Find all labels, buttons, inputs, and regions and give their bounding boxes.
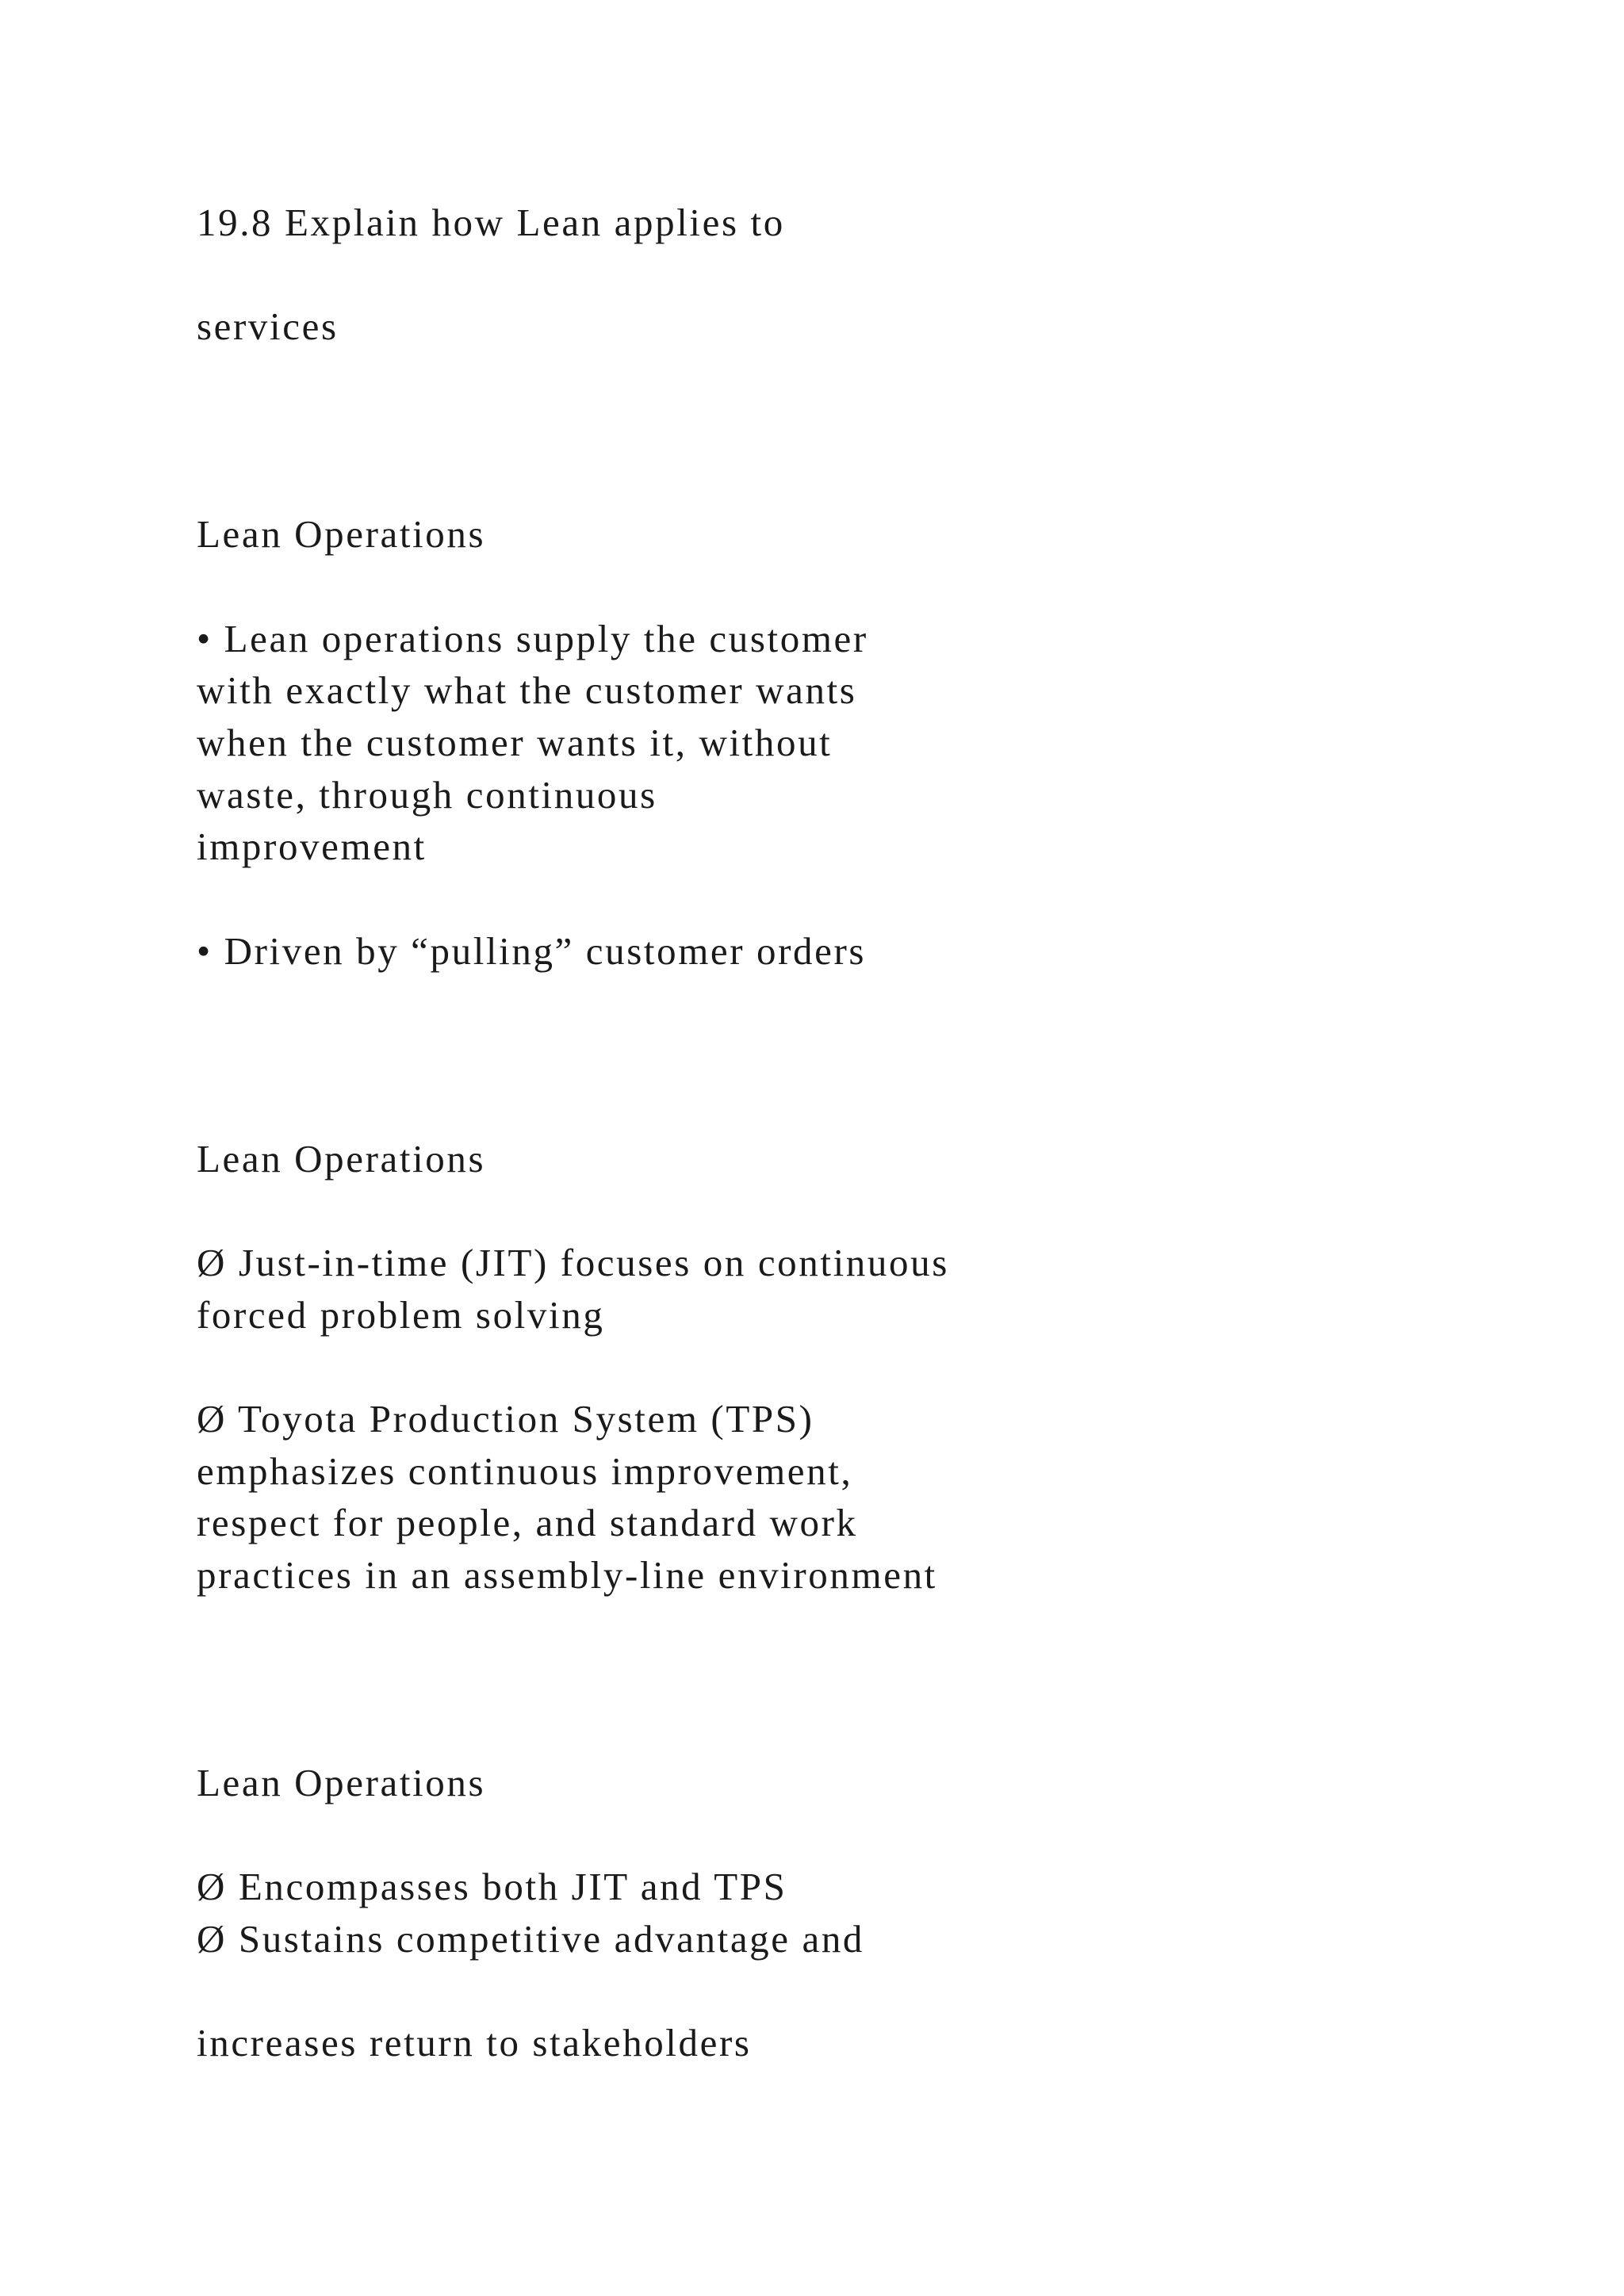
section-1-bullet-1-line-5: improvement — [197, 825, 427, 868]
section-1-bullet-1-line-1: • Lean operations supply the customer — [197, 617, 868, 660]
section-2-bullet-1-line-1: Ø Just-in-time (JIT) focuses on continuous — [197, 1241, 949, 1284]
section-3-bullet-1-line-1: Ø Encompasses both JIT and TPS — [197, 1865, 787, 1908]
section-1-bullet-1-line-3: when the customer wants it, without — [197, 721, 833, 764]
section-2-bullet-1-line-2: forced problem solving — [197, 1293, 605, 1337]
section-1-bullet-1-line-2: with exactly what the customer wants — [197, 668, 857, 712]
section-3-bullet-1-line-2: Ø Sustains competitive advantage and — [197, 1917, 865, 1961]
heading-line-2: services — [197, 304, 339, 348]
section-2-bullet-2-line-2: emphasizes continuous improvement, — [197, 1449, 853, 1493]
section-2-title: Lean Operations — [197, 1137, 486, 1181]
section-1-title: Lean Operations — [197, 512, 486, 556]
section-3-title: Lean Operations — [197, 1761, 486, 1804]
section-2-bullet-2-line-1: Ø Toyota Production System (TPS) — [197, 1397, 814, 1441]
heading-line-1: 19.8 Explain how Lean applies to — [197, 201, 785, 244]
section-2-bullet-2-line-4: practices in an assembly-line environment — [197, 1553, 937, 1597]
section-1-bullet-2-line-1: • Driven by “pulling” customer orders — [197, 929, 867, 973]
section-3-bullet-2-line-1: increases return to stakeholders — [197, 2021, 752, 2064]
section-1-bullet-1-line-4: waste, through continuous — [197, 773, 657, 817]
section-2-bullet-2-line-3: respect for people, and standard work — [197, 1501, 858, 1544]
